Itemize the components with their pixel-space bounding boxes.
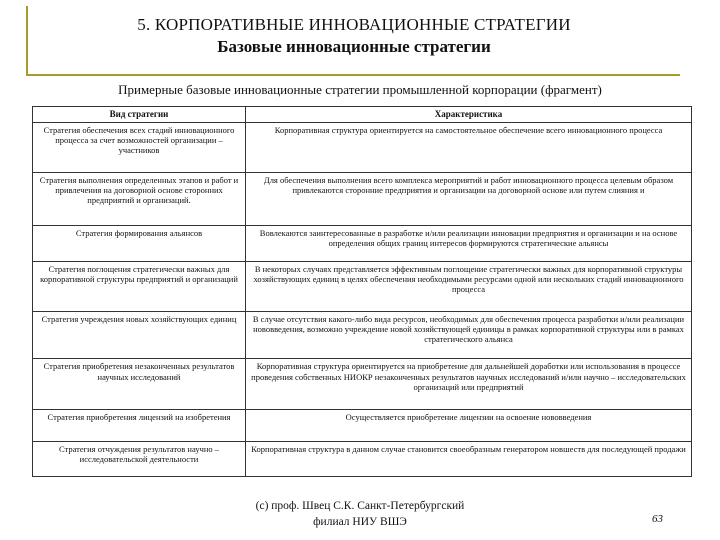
strategy-cell: Стратегия выполнения определенных этапов и работ и привлечения на договорной основе сторонних предприятий и организаций. (33, 172, 246, 225)
description-cell: В случае отсутствия какого-либо вида ресурсов, необходимых для обеспечения процесса разработки и/или реализации нововведения, возможно учреждение новой хозяйствующей единицы в рамках корпоративной структуры или в рамках стратегического альянса (246, 311, 692, 359)
footer-institution: филиал НИУ ВШЭ (313, 516, 407, 529)
description-cell: Корпоративная структура ориентируется на приобретение для дальнейшей доработки или использования в процессе проведения собственных НИОКР незаконченных результатов научных исследований и/или научно – исследовательских организаций или предприятий (246, 359, 692, 410)
footer-credit (200, 498, 520, 530)
header-strategy-type: Вид стратегии (33, 107, 246, 123)
footer-author: (с) проф. Швец С.К. Санкт-Петербургский (255, 500, 465, 512)
table-caption: Примерные базовые инновационные стратегии промышленной корпорации (фрагмент) (118, 82, 602, 97)
strategy-cell: Стратегия обеспечения всех стадий инновационного процесса за счет возможностей организации – участников (33, 123, 246, 173)
table-row (33, 225, 692, 261)
table-row (33, 261, 692, 311)
table-row (33, 311, 692, 359)
strategy-cell: Стратегия формирования альянсов (33, 225, 246, 261)
strategy-cell: Стратегия учреждения новых хозяйствующих единиц (33, 311, 246, 359)
description-cell: В некоторых случаях представляется эффективным поглощение стратегически важных для корпоративной структуры хозяйствующих единиц в целях обеспечения необходимыми ресурсами одной или нескольких стадий инновационного процесса (246, 261, 692, 311)
table-row (33, 441, 692, 476)
description-cell: Корпоративная структура ориентируется на самостоятельное обеспечение всего инновационного процесса (246, 123, 692, 173)
slide-title: 5. КОРПОРАТИВНЫЕ ИННОВАЦИОННЫЕ СТРАТЕГИИ (137, 15, 571, 34)
table-row (33, 123, 692, 173)
page-number: 63 (652, 513, 663, 525)
description-cell: Осуществляется приобретение лицензии на освоение нововведения (246, 410, 692, 442)
table-header-row (33, 107, 692, 123)
strategy-cell: Стратегия поглощения стратегически важных для корпоративной структуры предприятий и организаций (33, 261, 246, 311)
slide-subtitle-heading: Базовые инновационные стратегии (217, 37, 491, 56)
table-row (33, 410, 692, 442)
strategy-cell: Стратегия приобретения незаконченных результатов научных исследований (33, 359, 246, 410)
table-row (33, 172, 692, 225)
description-cell: Для обеспечения выполнения всего комплекса мероприятий и работ инновационного процесса целевым образом привлекаются сторонние предприятия и организации на договорной основе или путем слияния и (246, 172, 692, 225)
table-row (33, 359, 692, 410)
strategies-table (32, 106, 692, 477)
description-cell: Корпоративная структура в данном случае становится своеобразным генератором новшеств для последующей продажи (246, 441, 692, 476)
description-cell: Вовлекаются заинтересованные в разработке и/или реализации инновации предприятия и организации и на основе определения общих границ интересов формируются стратегические альянсы (246, 225, 692, 261)
strategy-cell: Стратегия приобретения лицензий на изобретения (33, 410, 246, 442)
title-box (26, 6, 680, 76)
strategy-cell: Стратегия отчуждения результатов научно – исследовательской деятельности (33, 441, 246, 476)
header-characteristic: Характеристика (246, 107, 692, 123)
